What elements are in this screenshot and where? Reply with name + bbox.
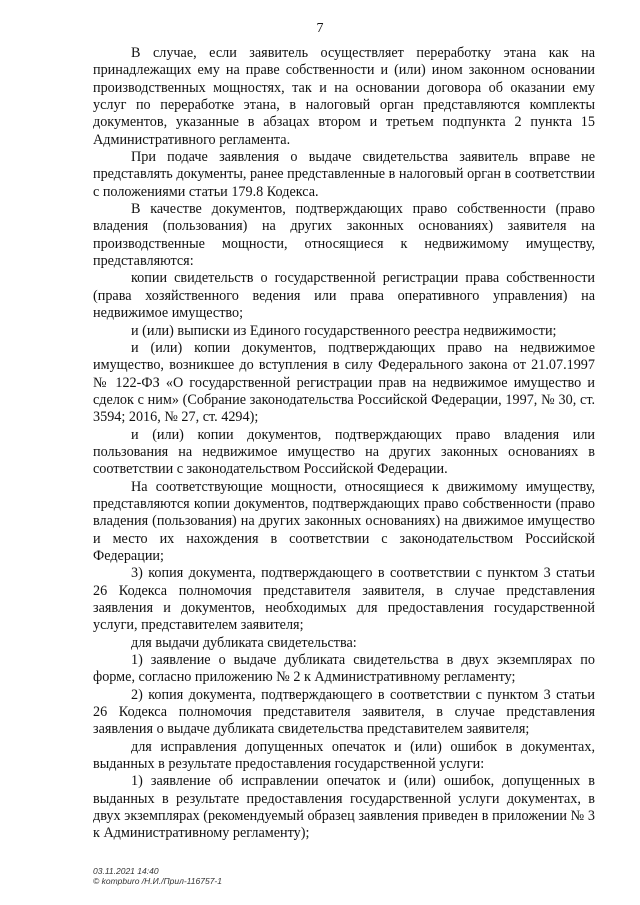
footer-source: © kompburo /Н.И./Прил-116757-1	[93, 876, 222, 886]
print-footer	[93, 866, 222, 886]
paragraph: В случае, если заявитель осуществляет переработку этана как на принадлежащих ему на праве собственности и (или) ином законном основании производственных мощностях, так и на основании договора об оказании ему услуг по переработке этана, в налоговый орган представляются комплекты документов, указанные в абзацах втором и третьем подпункта 2 пункта 15 Административного регламента.	[93, 45, 595, 148]
paragraph: В качестве документов, подтверждающих право собственности (право владения (пользования) на других законных основаниях) заявителя на производственные мощности, относящиеся к недвижимому имуществу, представляются:	[93, 201, 595, 270]
paragraph: На соответствующие мощности, относящиеся к движимому имуществу, представляются копии документов, подтверждающих право собственности (право владения (пользования) на других законных основаниях) на движимое имущество и место их нахождения в соответствии с законодательством Российской Федерации;	[93, 478, 595, 564]
paragraph: 2) копия документа, подтверждающего в соответствии с пунктом 3 статьи 26 Кодекса полномочия представителя заявителя, в случае представления заявления о выдаче дубликата свидетельства представителем заявителя;	[93, 686, 595, 738]
paragraph: 1) заявление об исправлении опечаток и (или) ошибок, допущенных в выданных в результате предоставления государственной услуги документах, в двух экземплярах (рекомендуемый образец заявления приведен в приложении № 3 к Административному регламенту);	[93, 773, 595, 842]
paragraph: и (или) выписки из Единого государственного реестра недвижимости;	[131, 322, 557, 339]
paragraph: для выдачи дубликата свидетельства:	[131, 634, 357, 651]
paragraph: и (или) копии документов, подтверждающих право владения или пользования на недвижимое имущество на других законных основаниях в соответствии с законодательством Российской Федерации.	[93, 426, 595, 478]
page-number: 7	[316, 21, 324, 36]
paragraph: и (или) копии документов, подтверждающих право на недвижимое имущество, возникшее до вступления в силу Федерального закона от 21.07.1997 № 122-ФЗ «О государственной регистрации прав на недвижимое имущество и сделок с ним» (Собрание законодательства Российской Федерации, 1997, № 30, ст. 3594; 2016, № 27, ст. 4294);	[93, 339, 595, 426]
paragraph: 1) заявление о выдаче дубликата свидетельства в двух экземплярах по форме, согласно приложению № 2 к Административному регламенту;	[93, 652, 595, 686]
paragraph: 3) копия документа, подтверждающего в соответствии с пунктом 3 статьи 26 Кодекса полномочия представителя заявителя, в случае представления заявления и документов, необходимых для предоставления государственной услуги, представителем заявителя;	[93, 565, 595, 634]
paragraph: При подаче заявления о выдаче свидетельства заявитель вправе не представлять документы, ранее представленные в налоговый орган в соответствии с положениями статьи 179.8 Кодекса.	[93, 149, 595, 200]
paragraph: копии свидетельств о государственной регистрации права собственности (права хозяйственного ведения или права оперативного управления) на недвижимое имущество;	[93, 270, 595, 322]
document-body	[93, 45, 595, 843]
paragraph: для исправления допущенных опечаток и (или) ошибок в документах, выданных в результате предоставления государственной услуги:	[93, 738, 595, 773]
footer-timestamp: 03.11.2021 14:40	[93, 866, 159, 876]
